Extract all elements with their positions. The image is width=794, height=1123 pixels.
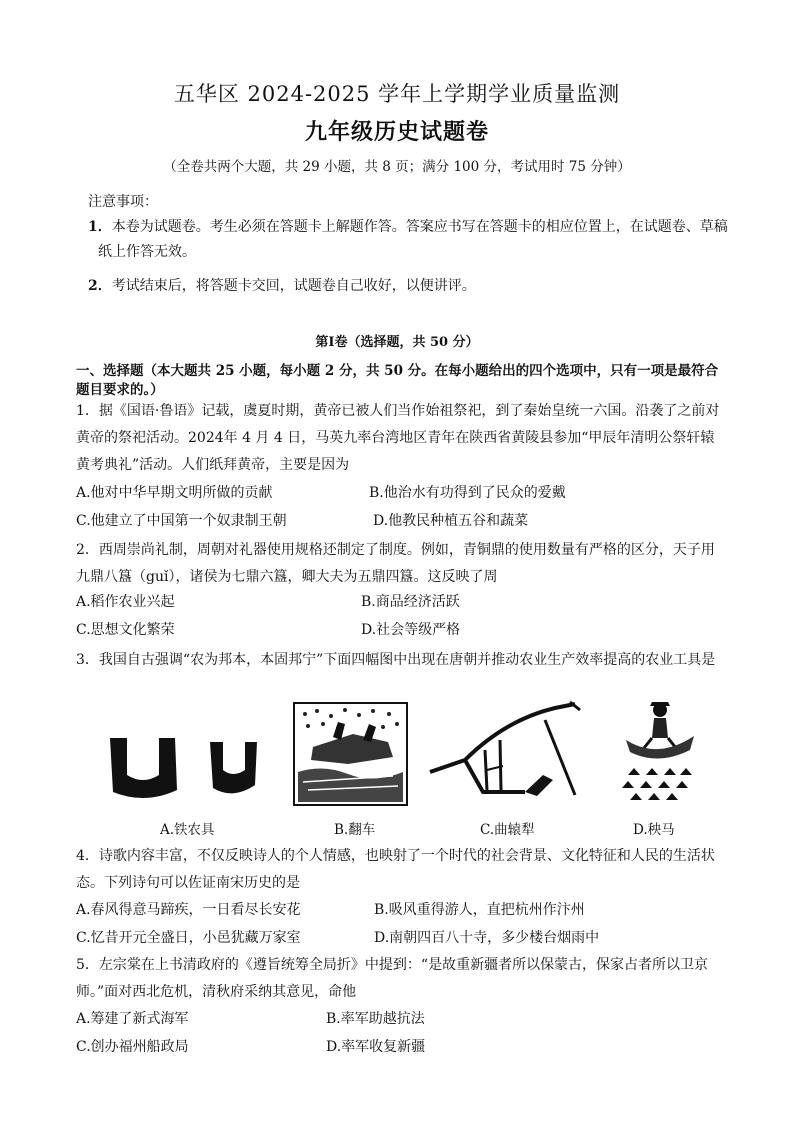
q1-option-b: B.他治水有功得到了民众的爱戴 — [369, 485, 566, 501]
iron-tools-image — [105, 730, 260, 805]
question-3-stem: 3．我国自古强调“农为邦本，本固邦宁”下面四幅图中出现在唐朝并推动农业生产效率提高的农业工具是 — [76, 652, 716, 668]
q3-option-b: B.翻车 — [334, 822, 376, 838]
q2-option-d: D.社会等级严格 — [361, 622, 461, 638]
notes-heading: 注意事项： — [88, 194, 158, 210]
q5-option-b: B.率军助越抗法 — [326, 1011, 425, 1027]
q5-option-c: C.创办福州船政局 — [76, 1039, 189, 1055]
exam-subject: 九年级历史试题卷 — [304, 119, 489, 145]
q1-option-c: C.他建立了中国第一个奴隶制王朝 — [76, 513, 287, 529]
note-item — [88, 274, 728, 299]
q4-option-c: C.忆昔开元全盛日，小邑犹藏万家室 — [76, 930, 301, 946]
q3-option-a: A.铁农具 — [160, 822, 215, 838]
q3-option-d: D.秧马 — [633, 822, 675, 838]
q5-option-d: D.率军收复新疆 — [326, 1039, 426, 1055]
question-5-stem: 5．左宗棠在上书清政府的《遵旨统筹全局折》中提到：“是故重新疆者所以保蒙古，保家占者所以卫京师。”面对西北危机，清秋府采纳其意见，命他 — [76, 957, 709, 1000]
note-item — [88, 215, 728, 265]
exam-info: （全卷共两个大题，共 29 小题，共 8 页；满分 100 分，考试用时 75 分钟） — [163, 159, 631, 175]
q3-option-c: C.曲辕犁 — [480, 822, 535, 838]
q4-option-a: A.春风得意马蹄疾，一日看尽长安花 — [76, 902, 301, 918]
exam-title: 五华区 2024-2025 学年上学期学业质量监测 — [173, 82, 621, 106]
q4-option-d: D.南朝四百八十寺，多少楼台烟雨中 — [374, 930, 600, 946]
note-number: 1． — [88, 219, 112, 235]
note-text: 考试结束后，将答题卡交回，试题卷自己收好，以便讲评。 — [111, 278, 476, 294]
note-number: 2． — [88, 278, 112, 294]
question-4-stem: 4．诗歌内容丰富，不仅反映诗人的个人情感，也映射了一个时代的社会背景、文化特征和人民的生活状态。下列诗句可以佐证南宋历史的是 — [76, 848, 715, 891]
part-description: 一、选择题（本大题共 25 小题，每小题 2 分，共 50 分。在每小题给出的四个选项中，只有一项是最符合题目要求的。） — [76, 363, 719, 398]
q1-option-d: D.他教民种植五谷和蔬菜 — [373, 513, 529, 529]
question-1-stem: 1．据《国语·鲁语》记载，虞夏时期，黄帝已被人们当作始祖祭祀，到了秦始皇统一六国。沿袭了之前对黄帝的祭祀活动。2024年 4 月 4 日，马英九率台湾地区青年在陕西省黄陵县参加“甲辰年清明公祭轩辕黄考典礼”活动。人们纸拜黄帝，主要是因为 — [76, 403, 720, 473]
part-title: 第Ⅰ卷（选择题，共 50 分） — [315, 335, 479, 350]
q4-option-b: B.吸风重得游人，直把杭州作汴州 — [374, 902, 585, 918]
q2-option-b: B.商品经济活跃 — [361, 594, 460, 610]
q1-option-a: A.他对中华早期文明所做的贡献 — [76, 485, 273, 501]
curved-plough-image — [425, 700, 585, 800]
water-wheel-image — [293, 702, 408, 806]
q5-option-a: A.筹建了新式海军 — [76, 1011, 189, 1027]
question-2-stem: 2．西周崇尚礼制，周朝对礼器使用规格还制定了制度。例如，青铜鼎的使用数量有严格的区分，天子用九鼎八簋（guǐ），诸侯为七鼎六簋，卿大夫为五鼎四簋。这反映了周 — [76, 542, 715, 585]
q2-option-c: C.思想文化繁荣 — [76, 622, 175, 638]
q2-option-a: A.稻作农业兴起 — [76, 594, 175, 610]
note-text-cont: 纸上作答无效。 — [98, 244, 196, 260]
note-text: 本卷为试题卷。考生必须在答题卡上解题作答。答案应书写在答题卡的相应位置上，在试题卷、草稿 — [111, 219, 728, 235]
seedling-horse-image — [618, 700, 698, 804]
